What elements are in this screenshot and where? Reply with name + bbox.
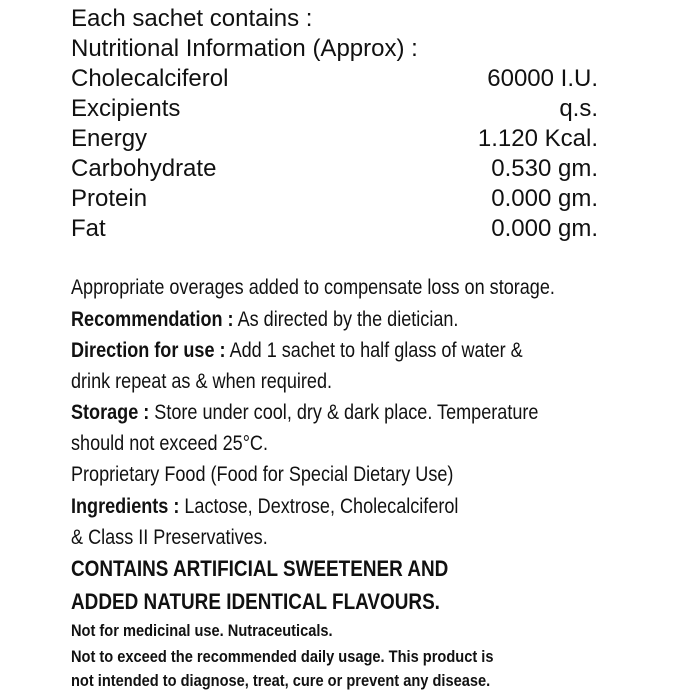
nutrition-info-heading: Nutritional Information (Approx) : (71, 35, 418, 62)
nutrient-name: Energy (71, 125, 148, 152)
storage-label: Storage : (71, 401, 150, 424)
overages-note: Appropriate overages added to compensate loss on storage. (71, 276, 555, 299)
proprietary-food-line: Proprietary Food (Food for Special Dietary Use) (71, 463, 454, 486)
nutrition-row (71, 64, 598, 94)
nutrient-value: q.s. (559, 95, 598, 122)
nutrition-row (71, 124, 598, 154)
nutrition-row (71, 94, 598, 124)
nutrient-name: Excipients (71, 95, 181, 122)
nutrient-name: Cholecalciferol (71, 65, 229, 92)
direction-text: Add 1 sachet to half glass of water & (225, 339, 523, 362)
nutrition-row (71, 184, 598, 214)
direction-line-continued: drink repeat as & when required. (71, 370, 333, 393)
recommendation-text: As directed by the dietician. (233, 308, 459, 331)
nutrition-row (71, 214, 598, 244)
flavours-warning: ADDED NATURE IDENTICAL FLAVOURS. (71, 589, 440, 614)
daily-usage-note: Not to exceed the recommended daily usage. This product is (71, 647, 494, 666)
storage-line (71, 397, 538, 428)
nutrition-row (71, 154, 598, 184)
storage-text: Store under cool, dry & dark place. Temperature (149, 401, 539, 424)
ingredients-line-continued: & Class II Preservatives. (71, 526, 268, 549)
sachet-contents-heading: Each sachet contains : (71, 5, 313, 32)
ingredients-line (71, 491, 458, 522)
ingredients-label: Ingredients : (71, 495, 180, 518)
direction-line (71, 335, 523, 366)
recommendation-label: Recommendation : (71, 308, 234, 331)
nutrient-name: Protein (71, 185, 148, 212)
sweetener-warning: CONTAINS ARTIFICIAL SWEETENER AND (71, 556, 449, 581)
recommendation-line (71, 304, 458, 335)
medicinal-use-note: Not for medicinal use. Nutraceuticals. (71, 621, 333, 640)
nutrient-value: 1.120 Kcal. (477, 125, 598, 152)
nutrient-value: 60000 I.U. (487, 65, 598, 92)
disease-disclaimer: not intended to diagnose, treat, cure or prevent any disease. (71, 671, 491, 690)
nutrient-name: Carbohydrate (71, 155, 217, 182)
nutrient-value: 0.000 gm. (491, 215, 598, 242)
nutrient-value: 0.000 gm. (491, 185, 598, 212)
storage-line-continued: should not exceed 25°C. (71, 432, 268, 455)
nutrient-value: 0.530 gm. (491, 155, 598, 182)
ingredients-text: Lactose, Dextrose, Cholecalciferol (179, 495, 459, 518)
nutrient-name: Fat (71, 215, 106, 242)
direction-label: Direction for use : (71, 339, 226, 362)
